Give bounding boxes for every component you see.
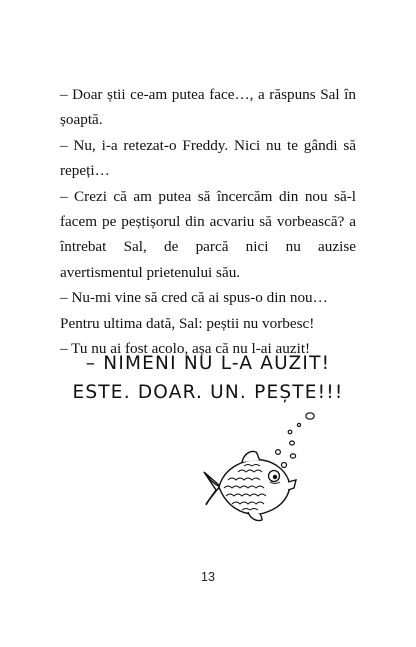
body-text	[60, 82, 356, 361]
fish-icon	[200, 410, 320, 528]
page-number: 13	[201, 570, 215, 584]
bubbles-icon	[276, 413, 315, 468]
shout-line-2: ESTE. DOAR. UN. PEȘTE!!!	[72, 382, 344, 403]
handwritten-shout	[60, 349, 356, 407]
paragraph: – Crezi că am putea să încercăm din nou să-l facem pe peștișorul din acvariu să vorbească? a întrebat Sal, de parcă nici nu auzise avertismentul prietenului său.	[60, 187, 356, 281]
paragraph: – Doar știi ce-am putea face…, a răspuns Sal în șoaptă.	[60, 86, 356, 129]
paragraph: – Nu, i-a retezat-o Freddy. Nici nu te gândi să repeți…	[60, 136, 356, 180]
paragraph: – Tu nu ai fost acolo, așa că nu l-ai auzit!	[60, 340, 311, 358]
shout-line-1: – NIMENI NU L-A AUZIT!	[85, 353, 331, 374]
paragraph: – Nu-mi vine să cred că ai spus-o din nou…	[60, 289, 328, 307]
paragraph: Pentru ultima dată, Sal: peștii nu vorbesc!	[60, 314, 315, 332]
